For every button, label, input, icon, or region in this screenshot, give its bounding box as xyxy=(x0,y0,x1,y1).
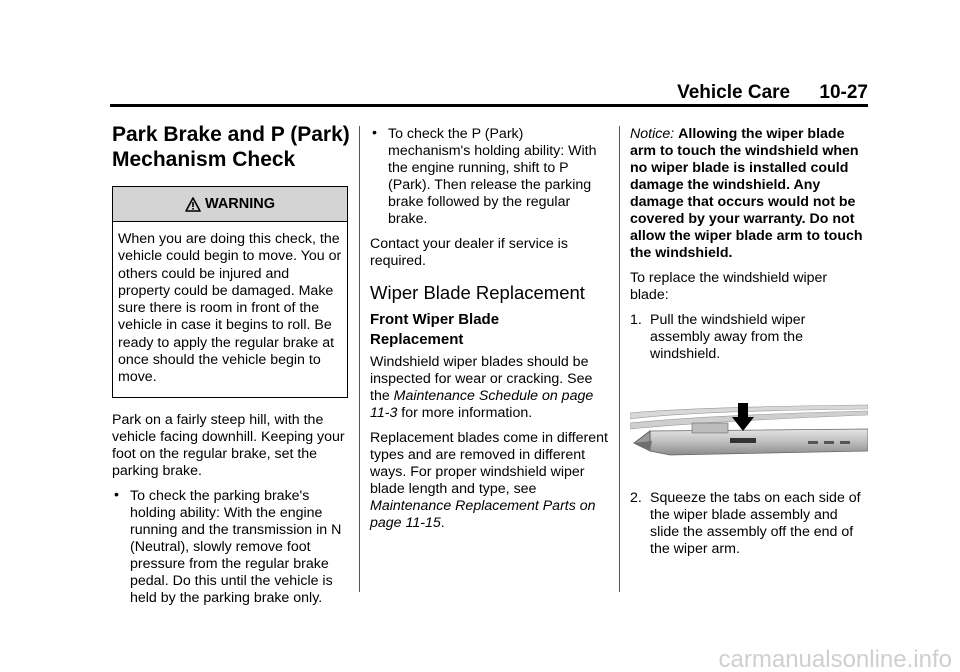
step-1-number: 1. xyxy=(630,312,642,328)
watermark: carmanualsonline.info xyxy=(718,646,952,672)
warning-label: WARNING xyxy=(204,195,276,212)
bullet-park-mechanism-check: • To check the P (Park) mechanism's holding ability: With the engine running, shift to P (Park). Then release the parking brake followed by the regular brake. xyxy=(370,126,608,228)
column-divider-1 xyxy=(359,126,360,592)
link-maintenance-schedule[interactable]: Maintenance Schedule on page 11-3 xyxy=(370,388,594,421)
warning-box xyxy=(112,186,348,398)
notice-text: Allowing the wiper blade arm to touch the windshield when no wiper blade is installed could damage the windshield. Any damage that occurs would not be covered by your warranty. Do not allow the wiper blade arm to touch the windshield. xyxy=(630,126,863,261)
step-2-text: Squeeze the tabs on each side of the wiper blade assembly and slide the assembly off the end of the wiper arm. xyxy=(650,490,861,557)
types-text-a: Replacement blades come in different types and are removed in different ways. For proper windshield wiper blade length and type, see xyxy=(370,430,608,497)
heading-line-2: Mechanism Check xyxy=(112,148,296,171)
section-heading-wiper: Wiper Blade Replacement xyxy=(370,282,585,303)
step-1-text: Pull the windshield wiper assembly away from the windshield. xyxy=(650,312,806,362)
inspect-text-b: for more information. xyxy=(397,405,533,421)
section-title: Vehicle Care xyxy=(677,82,791,103)
paragraph-replacement-types xyxy=(370,430,608,532)
subheading-line-2: Replacement xyxy=(370,331,464,348)
column-3 xyxy=(630,126,868,566)
step-1 xyxy=(630,312,868,363)
subheading-front-wiper xyxy=(370,310,608,350)
paragraph-contact-dealer: Contact your dealer if service is required. xyxy=(370,236,568,269)
types-text-b: . xyxy=(440,515,445,531)
page-header xyxy=(110,82,868,102)
page-number: 10-27 xyxy=(819,82,868,103)
paragraph-inspect xyxy=(370,354,608,422)
step-2 xyxy=(630,490,868,558)
heading-line-1: Park Brake and P (Park) xyxy=(112,123,350,146)
step-2-number: 2. xyxy=(630,490,642,506)
column-1 xyxy=(112,122,350,615)
paragraph-replace-intro: To replace the windshield wiper blade: xyxy=(630,270,828,303)
inspect-text-a: Windshield wiper blades should be inspected for wear or cracking. See the xyxy=(370,354,593,404)
column-2 xyxy=(370,126,608,540)
header-rule xyxy=(110,104,868,107)
warning-text: When you are doing this check, the vehicle could begin to move. You or others could be injured and property could be damaged. Make sure there is room in front of the vehicle in case it begins to roll. Be ready to apply the regular brake at once should the vehicle begin to move. xyxy=(118,231,342,386)
paragraph-park-hill: Park on a fairly steep hill, with the vehicle facing downhill. Keeping your foot on the regular brake, set the parking brake. xyxy=(112,411,345,479)
notice-paragraph xyxy=(630,126,868,262)
subheading-line-1: Front Wiper Blade xyxy=(370,311,500,328)
warning-header xyxy=(113,187,347,222)
notice-label: Notice: xyxy=(630,126,675,142)
warning-triangle-icon xyxy=(185,197,201,212)
section-heading-park-brake xyxy=(112,122,350,172)
link-maintenance-parts[interactable]: Maintenance Replacement Parts on page 11-15 xyxy=(370,498,596,531)
wiper-blade-figure xyxy=(630,393,868,467)
column-divider-2 xyxy=(619,126,620,592)
bullet-parking-brake-check: • To check the parking brake's holding ability: With the engine running and the transmission in N (Neutral), slowly remove foot pressure from the regular brake pedal. Do this until the vehicle is held by the parking brake only. xyxy=(112,488,350,607)
